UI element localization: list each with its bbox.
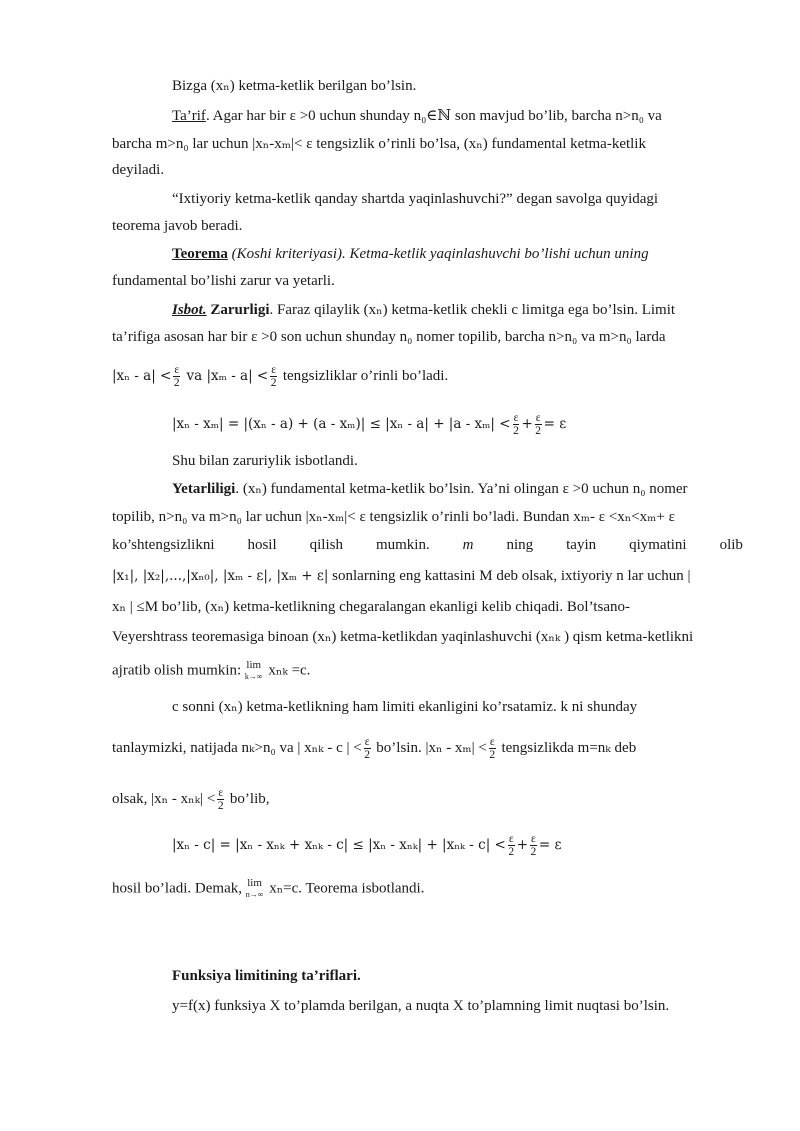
limit: [246, 878, 264, 900]
text: Veyershtrass teoremasiga binoan (xₙ) ketma-ketlikdan yaqinlashuvchi (xₙₖ ) qism ketma-ketlikni: [112, 629, 694, 645]
intro-line: [172, 76, 743, 96]
numerator: ε: [489, 736, 495, 748]
fraction: [513, 412, 520, 437]
numerator: ε: [174, 364, 180, 376]
formula: = ε: [543, 415, 567, 432]
text: sonlarning eng kattasini M deb olsak, ixtiyoriy n lar uchun |: [328, 568, 691, 584]
sufficiency-line-5: [112, 597, 743, 617]
denominator: 2: [217, 800, 224, 812]
text: fundamental bo’lishi zarur va yetarli.: [112, 273, 335, 289]
word: m: [462, 537, 474, 553]
word: olib: [719, 537, 743, 553]
word: qilish: [309, 537, 343, 553]
text: teorema javob beradi.: [112, 218, 243, 234]
text: Shu bilan zaruriylik isbotlandi.: [172, 453, 358, 469]
proof-line-2: [112, 327, 743, 347]
denominator: 2: [513, 425, 519, 437]
numerator: ε: [535, 412, 541, 424]
sufficiency-line-3: [112, 535, 743, 555]
text: . Faraz qilaylik (xₙ) ketma-ketlik chekli c limitga ega bo’lsin. Limit: [269, 302, 676, 318]
fraction: [535, 412, 542, 437]
sufficiency-line-2: [112, 507, 743, 527]
denominator: 2: [489, 749, 496, 761]
word: ning: [506, 537, 534, 553]
numerator: ε: [508, 833, 514, 845]
text: y=f(x) funksiya X to’plamda berilgan, a nuqta X to’plamning limit nuqtasi bo’lsin.: [172, 998, 670, 1014]
word: ko’shtengsizlikni: [112, 537, 215, 553]
formula: va |xₘ - a| <: [182, 367, 269, 384]
text: ajratib olish mumkin:: [112, 662, 245, 679]
numerator: ε: [218, 787, 224, 799]
denominator: 2: [270, 377, 277, 389]
numerator: ε: [364, 736, 370, 748]
text: hosil bo’ladi. Demak,: [112, 880, 246, 897]
word: hosil: [247, 537, 277, 553]
text: tengsizlikda m=nₖ deb: [497, 739, 637, 756]
sufficiency-line-6: [112, 627, 743, 647]
equation-2: [172, 833, 743, 858]
section-title: Funksiya limitining ta’riflari.: [172, 968, 361, 984]
limit: [245, 660, 263, 682]
formula: |x₁|, |x₂|,...,|xₙ₀|, |xₘ - ε|, |xₘ + ε|: [112, 568, 329, 584]
denominator: 2: [173, 377, 180, 389]
numerator: ε: [513, 412, 519, 424]
numerator: ε: [271, 364, 277, 376]
sufficiency-line-4: [112, 566, 743, 586]
text: ta’rifiga asosan har bir ε >0 son uchun shunday n₀ nomer topilib, barcha n>n₀ va m>n₀ larda: [112, 329, 666, 345]
text: tanlaymizki, natijada nₖ>n₀ va | xₙₖ - c | <: [112, 739, 362, 756]
formula: +: [516, 836, 528, 853]
text: tengsizliklar o’rinli bo’ladi.: [279, 367, 449, 384]
text: bo’lsin. |xₙ - xₘ| <: [372, 739, 487, 756]
definition-line-1: [172, 106, 743, 126]
word: tayin: [566, 537, 597, 553]
sufficiency-label: Yetarliligi: [172, 481, 236, 497]
necessity-label: Zarurligi: [206, 302, 270, 318]
sufficiency-line-7: [112, 660, 743, 682]
word: qiymatini: [629, 537, 687, 553]
fraction: [217, 787, 224, 812]
sufficiency-line-1: [172, 479, 743, 499]
theorem-line-2: [112, 271, 743, 291]
text: bo’lib,: [226, 790, 270, 807]
formula: |xₙ - c| = |xₙ - xₙₖ + xₙₖ - c| ≤ |xₙ - xₙₖ| + |xₙₖ - c| <: [172, 836, 506, 853]
necessity-conclusion: [172, 451, 743, 471]
formula: +: [521, 415, 533, 432]
fraction: [489, 736, 496, 761]
limit-line-1: [172, 697, 743, 717]
text: Bizga (xₙ) ketma-ketlik berilgan bo’lsin.: [172, 78, 417, 94]
formula: = ε: [538, 836, 562, 853]
text: . (xₙ) fundamental ketma-ketlik bo’lsin. Ya’ni olingan ε >0 uchun n₀ nomer: [235, 481, 688, 497]
proof-label: Isbot.: [172, 302, 207, 318]
definition-label: Ta’rif: [172, 108, 206, 124]
fraction: [270, 364, 277, 389]
fraction: [173, 364, 180, 389]
numerator: ε: [531, 833, 536, 845]
fraction: [530, 833, 537, 858]
denominator: 2: [530, 846, 537, 858]
text: topilib, n>n₀ va m>n₀ lar uchun |xₙ-xₘ|< ε tengsizlik o’rinli bo’ladi. Bundan xₘ- ε <xₙ<xₘ+ ε: [112, 509, 675, 525]
proof-formula-line: [112, 364, 743, 389]
question-line-1: [172, 189, 743, 209]
proof-line-1: [172, 300, 743, 320]
fraction: [364, 736, 371, 761]
section-line-1: [172, 996, 743, 1016]
denominator: 2: [364, 749, 370, 761]
limit-subscript: n→∞: [245, 890, 264, 899]
text: xₙ | ≤M bo’lib, (xₙ) ketma-ketlikning chegaralangan ekanligi kelib chiqadi. Bol’tsano-: [112, 599, 630, 615]
text: . Agar har bir ε >0 uchun shunday n₀∈ℕ son mavjud bo’lib, barcha n>n₀ va: [205, 108, 662, 124]
text: xₙ=c. Teorema isbotlandi.: [265, 880, 425, 897]
equation-1: [172, 412, 743, 437]
theorem-label: Teorema: [172, 246, 228, 262]
limit-word: lim: [247, 877, 262, 889]
formula: |xₙ - xₘ| = |(xₙ - a) + (a - xₘ)| ≤ |xₙ - a| + |a - xₘ| <: [172, 415, 511, 432]
text: (Koshi kriteriyasi). Ketma-ketlik yaqinlashuvchi bo’lishi uchun uning: [227, 246, 649, 262]
word: mumkin.: [375, 537, 430, 553]
question-line-2: [112, 216, 743, 236]
text: c sonni (xₙ) ketma-ketlikning ham limiti ekanligini ko’rsatamiz. k ni shunday: [172, 699, 638, 715]
denominator: 2: [508, 846, 515, 858]
limit-subscript: k→∞: [244, 672, 263, 681]
limit-line-2: [112, 736, 743, 761]
definition-line-2: [112, 134, 743, 154]
text: olsak, |xₙ - xₙₖ| <: [112, 790, 216, 807]
text: xₙₖ =c.: [264, 662, 311, 679]
theorem-line-1: [172, 244, 743, 264]
definition-line-3: [112, 160, 743, 180]
fraction: [508, 833, 515, 858]
limit-line-3: [112, 787, 743, 812]
denominator: 2: [535, 425, 542, 437]
text: “Ixtiyoriy ketma-ketlik qanday shartda yaqinlashuvchi?” degan savolga quyidagi: [172, 191, 659, 207]
limit-word: lim: [246, 659, 262, 671]
text: barcha m>n₀ lar uchun |xₙ-xₘ|< ε tengsizlik o’rinli bo’lsa, (xₙ) fundamental ketma-ketlik: [112, 136, 646, 152]
text: deyiladi.: [112, 162, 165, 178]
formula: |xₙ - a| <: [112, 367, 172, 384]
limit-line-4: [112, 878, 743, 900]
